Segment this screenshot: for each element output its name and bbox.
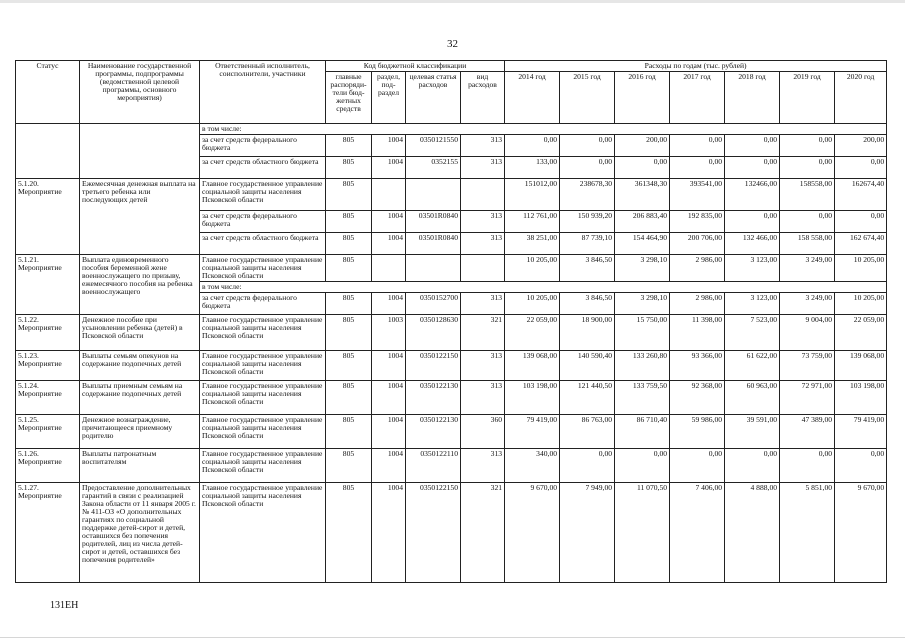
year-value-cell: 112 761,00 — [505, 210, 560, 232]
year-value-cell: 162674,40 — [835, 178, 887, 210]
executor-cell: за счет средств федерального бюджета — [200, 292, 326, 314]
measure-name-cell: Денежное пособие при усыновлении ребенка (детей) в Псковской области — [80, 314, 200, 350]
year-value-cell: 7 406,00 — [670, 482, 725, 582]
status-cell: 5.1.24. Мероприятие — [16, 380, 80, 414]
table-body — [16, 123, 887, 582]
measure-name-cell: Предоставление дополнительных гарантий в связи с реализацией Закона области от 11 января 2005 г. № 411-ОЗ «О дополнительных гарантиях по социальной поддержке детей-сирот и детей, оставшихся без попечения родителей, лиц из числа детей-сирот и детей, оставшихся без попечения родителей» — [80, 482, 200, 582]
year-value-cell: 340,00 — [505, 448, 560, 482]
year-value-cell: 162 674,40 — [835, 232, 887, 254]
kbk-section-cell: 1004 — [372, 134, 406, 156]
header-executor: Ответственный исполнитель, соисполнители, участники — [200, 61, 326, 124]
executor-cell: Главное государственное управление социальной защиты населения Псковской области — [200, 314, 326, 350]
year-value-cell: 0,00 — [615, 448, 670, 482]
header-kbk-section: раздел, под-раздел — [372, 71, 406, 123]
kbk-grbs-cell: 805 — [326, 314, 372, 350]
kbk-section-cell: 1003 — [372, 314, 406, 350]
year-value-cell: 92 368,00 — [670, 380, 725, 414]
kbk-type-cell: 313 — [461, 232, 505, 254]
header-year: 2015 год — [560, 71, 615, 123]
header-year: 2019 год — [780, 71, 835, 123]
year-value-cell: 3 846,50 — [560, 254, 615, 281]
year-value-cell: 0,00 — [725, 210, 780, 232]
executor-cell: Главное государственное управление социальной защиты населения Псковской области — [200, 254, 326, 281]
year-value-cell: 139 068,00 — [505, 350, 560, 380]
measure-name-cell: Выплаты патронатным воспитателям — [80, 448, 200, 482]
table-row — [16, 350, 887, 380]
kbk-type-cell: 360 — [461, 414, 505, 448]
header-kbk-article: целевая статья расходов — [406, 71, 461, 123]
status-cell: 5.1.27. Мероприятие — [16, 482, 80, 582]
kbk-section-cell: 1004 — [372, 448, 406, 482]
year-value-cell: 0,00 — [725, 448, 780, 482]
kbk-article-cell — [406, 178, 461, 210]
year-value-cell: 9 670,00 — [505, 482, 560, 582]
year-value-cell: 200 706,00 — [670, 232, 725, 254]
kbk-grbs-cell: 805 — [326, 448, 372, 482]
year-value-cell: 361348,30 — [615, 178, 670, 210]
year-value-cell: 103 198,00 — [835, 380, 887, 414]
kbk-grbs-cell: 805 — [326, 232, 372, 254]
year-value-cell: 133 759,50 — [615, 380, 670, 414]
kbk-article-cell: 0350122130 — [406, 414, 461, 448]
year-value-cell: 133,00 — [505, 156, 560, 178]
year-value-cell: 206 883,40 — [615, 210, 670, 232]
year-value-cell: 87 739,10 — [560, 232, 615, 254]
year-value-cell: 0,00 — [560, 134, 615, 156]
executor-cell: Главное государственное управление социальной защиты населения Псковской области — [200, 448, 326, 482]
status-cell: 5.1.20. Мероприятие — [16, 178, 80, 254]
year-value-cell: 7 949,00 — [560, 482, 615, 582]
year-value-cell: 132466,00 — [725, 178, 780, 210]
year-value-cell: 0,00 — [780, 210, 835, 232]
year-value-cell: 22 059,00 — [505, 314, 560, 350]
year-value-cell: 86 710,40 — [615, 414, 670, 448]
kbk-grbs-cell: 805 — [326, 414, 372, 448]
year-value-cell: 11 398,00 — [670, 314, 725, 350]
kbk-type-cell: 313 — [461, 156, 505, 178]
year-value-cell: 158558,00 — [780, 178, 835, 210]
kbk-section-cell: 1004 — [372, 350, 406, 380]
year-value-cell: 3 123,00 — [725, 254, 780, 281]
year-value-cell: 15 750,00 — [615, 314, 670, 350]
executor-cell: Главное государственное управление социальной защиты населения Псковской области — [200, 350, 326, 380]
table-row — [16, 448, 887, 482]
year-value-cell: 0,00 — [670, 448, 725, 482]
year-value-cell: 0,00 — [780, 134, 835, 156]
year-value-cell: 0,00 — [505, 134, 560, 156]
table-row — [16, 380, 887, 414]
year-value-cell: 79 419,00 — [835, 414, 887, 448]
year-value-cell: 7 523,00 — [725, 314, 780, 350]
measure-name-cell: Выплаты семьям опекунов на содержание подопечных детей — [80, 350, 200, 380]
measure-name-cell: Выплаты приемным семьям на содержание подопечных детей — [80, 380, 200, 414]
year-value-cell: 10 205,00 — [505, 254, 560, 281]
kbk-section-cell: 1004 — [372, 232, 406, 254]
kbk-section-cell: 1004 — [372, 482, 406, 582]
year-value-cell: 200,00 — [615, 134, 670, 156]
year-value-cell: 2 986,00 — [670, 254, 725, 281]
kbk-section-cell — [372, 178, 406, 210]
year-value-cell: 154 464,90 — [615, 232, 670, 254]
header-year: 2018 год — [725, 71, 780, 123]
header-kbk: Код бюджетной классификации — [326, 61, 505, 72]
kbk-article-cell: 0350122150 — [406, 350, 461, 380]
year-value-cell: 0,00 — [560, 156, 615, 178]
status-cell: 5.1.21. Мероприятие — [16, 254, 80, 314]
executor-cell: Главное государственное управление социальной защиты населения Псковской области — [200, 414, 326, 448]
year-value-cell: 60 963,00 — [725, 380, 780, 414]
kbk-type-cell: 313 — [461, 350, 505, 380]
year-value-cell: 4 888,00 — [725, 482, 780, 582]
measure-name-cell — [80, 123, 200, 178]
kbk-type-cell: 313 — [461, 448, 505, 482]
kbk-article-cell: 0350121550 — [406, 134, 461, 156]
scan-edge — [0, 637, 905, 638]
year-value-cell: 103 198,00 — [505, 380, 560, 414]
year-value-cell: 47 389,00 — [780, 414, 835, 448]
kbk-grbs-cell: 805 — [326, 134, 372, 156]
kbk-section-cell — [372, 254, 406, 281]
kbk-grbs-cell: 805 — [326, 156, 372, 178]
year-value-cell: 3 298,10 — [615, 292, 670, 314]
header-kbk-grbs: главные распоряди-тели бюд-жетных средств — [326, 71, 372, 123]
status-cell: 5.1.26. Мероприятие — [16, 448, 80, 482]
table-row — [16, 314, 887, 350]
kbk-article-cell: 03501R0840 — [406, 232, 461, 254]
year-value-cell: 0,00 — [835, 448, 887, 482]
status-cell — [16, 123, 80, 178]
executor-cell: Главное государственное управление социальной защиты населения Псковской области — [200, 178, 326, 210]
year-value-cell: 0,00 — [835, 210, 887, 232]
status-cell: 5.1.22. Мероприятие — [16, 314, 80, 350]
table-row — [16, 254, 887, 281]
year-value-cell: 158 558,00 — [780, 232, 835, 254]
kbk-type-cell: 313 — [461, 134, 505, 156]
kbk-grbs-cell: 805 — [326, 292, 372, 314]
kbk-article-cell — [406, 254, 461, 281]
measure-name-cell: Ежемесячная денежная выплата на третьего ребенка или последующих детей — [80, 178, 200, 254]
year-value-cell: 0,00 — [725, 134, 780, 156]
scan-edge — [0, 0, 905, 3]
year-value-cell: 3 249,00 — [780, 292, 835, 314]
measure-name-cell: Денежное вознаграждение, причитающееся приемному родителю — [80, 414, 200, 448]
kbk-type-cell: 313 — [461, 292, 505, 314]
kbk-article-cell: 0350122130 — [406, 380, 461, 414]
year-value-cell: 150 939,20 — [560, 210, 615, 232]
year-value-cell: 3 298,10 — [615, 254, 670, 281]
header-year: 2014 год — [505, 71, 560, 123]
executor-cell: Главное государственное управление социальной защиты населения Псковской области — [200, 482, 326, 582]
year-value-cell: 10 205,00 — [835, 292, 887, 314]
year-value-cell: 18 900,00 — [560, 314, 615, 350]
kbk-grbs-cell: 805 — [326, 350, 372, 380]
year-value-cell: 121 440,50 — [560, 380, 615, 414]
kbk-section-cell: 1004 — [372, 380, 406, 414]
kbk-type-cell — [461, 178, 505, 210]
kbk-article-cell: 0352155 — [406, 156, 461, 178]
year-value-cell: 3 249,00 — [780, 254, 835, 281]
year-value-cell: 22 059,00 — [835, 314, 887, 350]
year-value-cell: 393541,00 — [670, 178, 725, 210]
table-row — [16, 123, 887, 134]
year-value-cell: 238678,30 — [560, 178, 615, 210]
kbk-section-cell: 1004 — [372, 156, 406, 178]
kbk-grbs-cell: 805 — [326, 254, 372, 281]
kbk-type-cell: 313 — [461, 380, 505, 414]
table-row — [16, 482, 887, 582]
kbk-article-cell: 0350152700 — [406, 292, 461, 314]
kbk-grbs-cell: 805 — [326, 178, 372, 210]
year-value-cell: 192 835,00 — [670, 210, 725, 232]
year-value-cell: 3 123,00 — [725, 292, 780, 314]
year-value-cell: 132 466,00 — [725, 232, 780, 254]
kbk-grbs-cell: 805 — [326, 210, 372, 232]
executor-cell: за счет средств федерального бюджета — [200, 134, 326, 156]
footer-code: 131ЕН — [50, 600, 79, 611]
executor-cell: за счет средств областного бюджета — [200, 232, 326, 254]
year-value-cell: 0,00 — [560, 448, 615, 482]
year-value-cell: 9 004,00 — [780, 314, 835, 350]
year-value-cell: 79 419,00 — [505, 414, 560, 448]
year-value-cell: 61 622,00 — [725, 350, 780, 380]
year-value-cell: 10 205,00 — [505, 292, 560, 314]
kbk-type-cell — [461, 254, 505, 281]
kbk-grbs-cell: 805 — [326, 482, 372, 582]
kbk-section-cell: 1004 — [372, 414, 406, 448]
kbk-section-cell: 1004 — [372, 210, 406, 232]
year-value-cell: 5 851,00 — [780, 482, 835, 582]
header-year: 2017 год — [670, 71, 725, 123]
year-value-cell: 59 986,00 — [670, 414, 725, 448]
status-cell: 5.1.25. Мероприятие — [16, 414, 80, 448]
year-value-cell: 0,00 — [670, 156, 725, 178]
year-value-cell: 151012,00 — [505, 178, 560, 210]
year-value-cell: 72 971,00 — [780, 380, 835, 414]
status-cell: 5.1.23. Мероприятие — [16, 350, 80, 380]
year-value-cell: 2 986,00 — [670, 292, 725, 314]
kbk-section-cell: 1004 — [372, 292, 406, 314]
kbk-article-cell: 0350122110 — [406, 448, 461, 482]
header-year: 2016 год — [615, 71, 670, 123]
year-value-cell: 200,00 — [835, 134, 887, 156]
year-value-cell: 0,00 — [780, 156, 835, 178]
kbk-grbs-cell: 805 — [326, 380, 372, 414]
page-number: 32 — [447, 38, 458, 50]
year-value-cell: 139 068,00 — [835, 350, 887, 380]
header-year: 2020 год — [835, 71, 887, 123]
budget-table — [15, 60, 887, 583]
table-row — [16, 414, 887, 448]
year-value-cell: 0,00 — [835, 156, 887, 178]
year-value-cell: 0,00 — [615, 156, 670, 178]
header-kbk-type: вид расходов — [461, 71, 505, 123]
year-value-cell: 3 846,50 — [560, 292, 615, 314]
kbk-article-cell: 0350122150 — [406, 482, 461, 582]
header-name: Наименование государственной программы, подпрограммы (ведомственной целевой программы, основного мероприятия) — [80, 61, 200, 124]
year-value-cell: 86 763,00 — [560, 414, 615, 448]
year-value-cell: 73 759,00 — [780, 350, 835, 380]
header-expenses: Расходы по годам (тыс. рублей) — [505, 61, 887, 72]
year-value-cell: 9 670,00 — [835, 482, 887, 582]
year-value-cell: 0,00 — [670, 134, 725, 156]
year-value-cell: 93 366,00 — [670, 350, 725, 380]
kbk-article-cell: 03501R0840 — [406, 210, 461, 232]
kbk-type-cell: 321 — [461, 314, 505, 350]
table-row — [16, 178, 887, 210]
year-value-cell: 133 260,80 — [615, 350, 670, 380]
year-value-cell: 39 591,00 — [725, 414, 780, 448]
executor-cell: в том числе: — [200, 123, 887, 134]
executor-cell: за счет средств областного бюджета — [200, 156, 326, 178]
executor-cell: в том числе: — [200, 281, 887, 292]
kbk-type-cell: 313 — [461, 210, 505, 232]
header-status: Статус — [16, 61, 80, 124]
kbk-type-cell: 321 — [461, 482, 505, 582]
measure-name-cell: Выплата единовременного пособия беременной жене военнослужащего по призыву, ежемесячного пособия на ребенка военнослужащего — [80, 254, 200, 314]
executor-cell: Главное государственное управление социальной защиты населения Псковской области — [200, 380, 326, 414]
year-value-cell: 0,00 — [725, 156, 780, 178]
year-value-cell: 10 205,00 — [835, 254, 887, 281]
executor-cell: за счет средств федерального бюджета — [200, 210, 326, 232]
kbk-article-cell: 0350128630 — [406, 314, 461, 350]
year-value-cell: 11 070,50 — [615, 482, 670, 582]
year-value-cell: 140 590,40 — [560, 350, 615, 380]
year-value-cell: 38 251,00 — [505, 232, 560, 254]
year-value-cell: 0,00 — [780, 448, 835, 482]
